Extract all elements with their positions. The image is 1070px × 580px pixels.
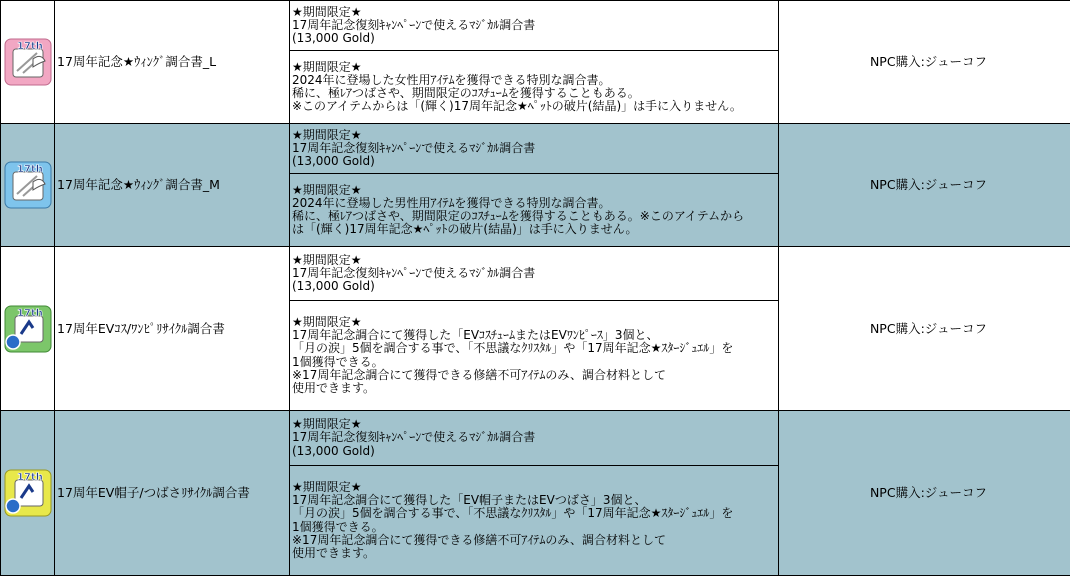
badge-text: 17th bbox=[16, 307, 43, 319]
item-description bbox=[290, 466, 779, 576]
desc-line: 「月の涙」5個を調合する事で、「不思議なｸﾘｽﾀﾙ」や「17周年記念★ｽﾀｰｼﾞｭｴﾙ」を bbox=[292, 341, 734, 356]
item-description bbox=[290, 51, 779, 124]
badge-text: 17th bbox=[16, 164, 43, 175]
info-line: ★期間限定★ bbox=[292, 252, 362, 267]
info-line: 17周年記念復刻ｷｬﾝﾍﾟｰﾝで使えるﾏｼﾞｶﾙ調合書 bbox=[292, 17, 536, 32]
info-line: (13,000 Gold) bbox=[292, 31, 375, 46]
item-name: 17周年記念★ｳｨﾝｸﾞ調合書_M bbox=[55, 124, 290, 247]
item-info bbox=[290, 247, 779, 301]
desc-line: 稀に、極ﾚｱつばさや、期間限定のｺｽﾁｭｰﾑを獲得することもある。※このアイテムから bbox=[292, 209, 745, 223]
info-line: (13,000 Gold) bbox=[292, 443, 375, 458]
recycle-scroll-icon bbox=[3, 462, 53, 524]
desc-line: は「(輝く)17周年記念★ﾍﾟｯﾄの破片(結晶)」は手に入りません。 bbox=[292, 222, 638, 237]
npc-source: NPC購入:ジューコフ bbox=[779, 1, 1070, 124]
npc-source: NPC購入:ジューコフ bbox=[779, 247, 1070, 411]
desc-line: ※このアイテムからは「(輝く)17周年記念★ﾍﾟｯﾄの破片(結晶)」は手に入りません。 bbox=[292, 99, 742, 114]
info-line: ★期間限定★ bbox=[292, 127, 362, 142]
desc-line: 17周年記念調合にて獲得した「EVｺｽﾁｭｰﾑまたはEVﾜﾝﾋﾟｰｽ」3個と、 bbox=[292, 328, 659, 343]
info-line: 17周年記念復刻ｷｬﾝﾍﾟｰﾝで使えるﾏｼﾞｶﾙ調合書 bbox=[292, 265, 536, 280]
desc-line: 1個獲得できる。 bbox=[292, 354, 384, 369]
table-row bbox=[1, 1, 1070, 51]
info-line: 17周年記念復刻ｷｬﾝﾍﾟｰﾝで使えるﾏｼﾞｶﾙ調合書 bbox=[292, 140, 536, 155]
item-name: 17周年EVｺｽ/ﾜﾝﾋﾟﾘｻｲｸﾙ調合書 bbox=[55, 247, 290, 411]
info-line: (13,000 Gold) bbox=[292, 279, 375, 294]
recycle-scroll-icon bbox=[3, 298, 53, 360]
info-line: (13,000 Gold) bbox=[292, 154, 375, 169]
desc-line: 1個獲得できる。 bbox=[292, 519, 384, 534]
badge-text: 17th bbox=[16, 41, 43, 52]
info-line: ★期間限定★ bbox=[292, 4, 362, 19]
item-info bbox=[290, 1, 779, 51]
item-description bbox=[290, 174, 779, 247]
desc-line: ★期間限定★ bbox=[292, 59, 362, 74]
item-icon-cell bbox=[1, 124, 55, 247]
item-name: 17周年EV帽子/つばさﾘｻｲｸﾙ調合書 bbox=[55, 411, 290, 576]
item-info bbox=[290, 411, 779, 466]
badge-text: 17th bbox=[16, 472, 43, 483]
desc-line: 使用できます。 bbox=[292, 380, 376, 395]
npc-source: NPC購入:ジューコフ bbox=[779, 124, 1070, 247]
table-row bbox=[1, 124, 1070, 174]
desc-line: ★期間限定★ bbox=[292, 479, 362, 494]
table-row bbox=[1, 411, 1070, 466]
desc-line: 2024年に登場した女性用ｱｲﾃﾑを獲得できる特別な調合書。 bbox=[292, 72, 611, 87]
desc-line: 稀に、極ﾚｱつばさや、期間限定のｺｽﾁｭｰﾑを獲得することもある。 bbox=[292, 86, 640, 100]
item-icon-cell bbox=[1, 1, 55, 124]
desc-line: 「月の涙」5個を調合する事で、「不思議なｸﾘｽﾀﾙ」や「17周年記念★ｽﾀｰｼﾞｭｴﾙ」を bbox=[292, 506, 734, 521]
item-icon-cell bbox=[1, 247, 55, 411]
table-row bbox=[1, 247, 1070, 301]
item-icon-cell bbox=[1, 411, 55, 576]
desc-line: ★期間限定★ bbox=[292, 182, 362, 197]
item-name: 17周年記念★ｳｨﾝｸﾞ調合書_L bbox=[55, 1, 290, 124]
desc-line: ※17周年記念調合にて獲得できる修繕不可ｱｲﾃﾑのみ、調合材料として bbox=[292, 532, 667, 547]
desc-line: 17周年記念調合にて獲得した「EV帽子またはEVつばさ」3個と、 bbox=[292, 493, 647, 508]
desc-line: 使用できます。 bbox=[292, 545, 376, 560]
memorial-wing-scroll-icon bbox=[3, 31, 53, 93]
item-description bbox=[290, 301, 779, 411]
info-line: 17周年記念復刻ｷｬﾝﾍﾟｰﾝで使えるﾏｼﾞｶﾙ調合書 bbox=[292, 430, 536, 445]
npc-source: NPC購入:ジューコフ bbox=[779, 411, 1070, 576]
info-line: ★期間限定★ bbox=[292, 417, 362, 432]
desc-line: ※17周年記念調合にて獲得できる修繕不可ｱｲﾃﾑのみ、調合材料として bbox=[292, 367, 667, 382]
item-info bbox=[290, 124, 779, 174]
desc-line: ★期間限定★ bbox=[292, 314, 362, 329]
memorial-wing-scroll-icon bbox=[3, 154, 53, 216]
desc-line: 2024年に登場した男性用ｱｲﾃﾑを獲得できる特別な調合書。 bbox=[292, 195, 611, 210]
